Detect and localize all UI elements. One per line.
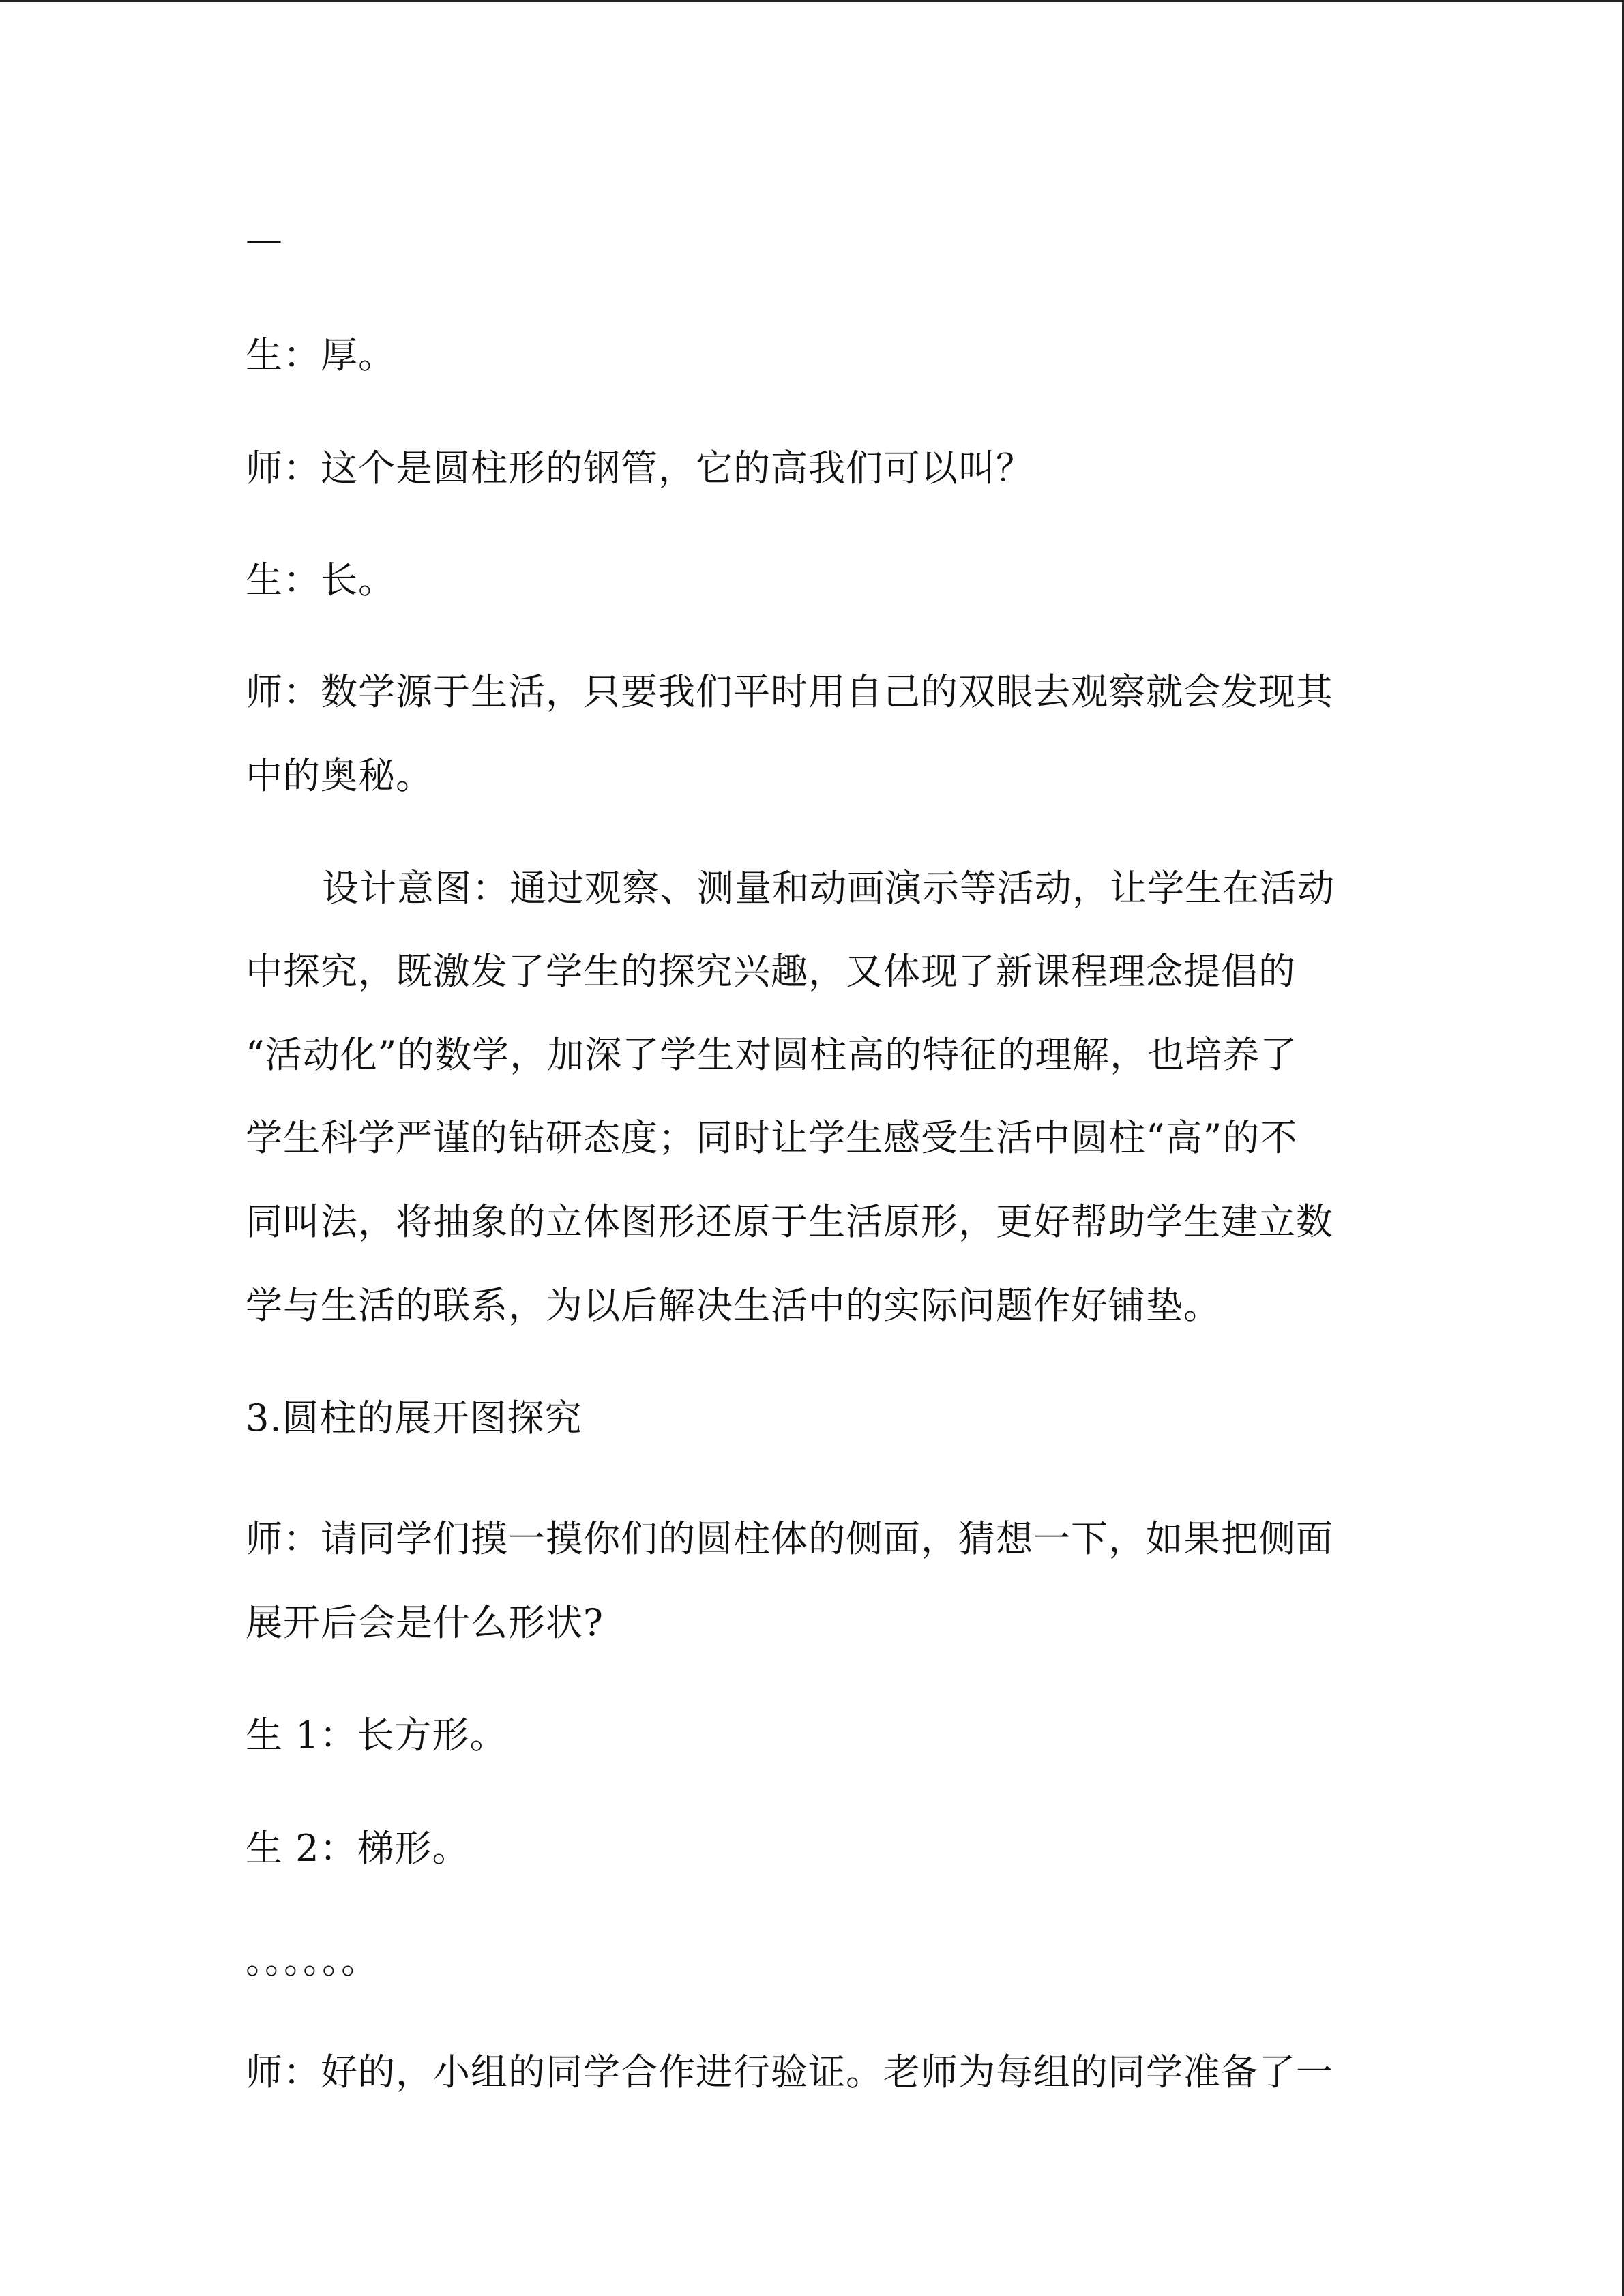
design-intent-paragraph: 学与生活的联系，为以后解决生活中的实际问题作好铺垫。 (246, 1284, 1221, 1327)
design-intent-paragraph: 同叫法，将抽象的立体图形还原于生活原形，更好帮助学生建立数 (246, 1200, 1333, 1243)
dash-line: — (246, 218, 283, 260)
dialogue-line: 生：厚。 (246, 333, 396, 376)
dialogue-line: 中的奥秘。 (246, 754, 433, 797)
design-intent-paragraph: 学生科学严谨的钻研态度；同时让学生感受生活中圆柱“高”的不 (246, 1116, 1298, 1159)
dialogue-line: 生 2：梯形。 (246, 1827, 470, 1870)
ellipsis-line: 。。。。。。 (246, 1939, 379, 1982)
design-intent-paragraph: “活动化”的数学，加深了学生对圆柱高的特征的理解，也培养了 (246, 1033, 1298, 1076)
section-heading: 3.圆柱的展开图探究 (246, 1397, 582, 1440)
design-intent-paragraph: 中探究，既激发了学生的探究兴趣，又体现了新课程理念提倡的 (246, 950, 1296, 993)
design-intent-paragraph: 设计意图：通过观察、测量和动画演示等活动，让学生在活动 (322, 867, 1335, 910)
dialogue-line: 展开后会是什么形状? (246, 1601, 604, 1644)
dialogue-line: 生：长。 (246, 558, 396, 601)
dialogue-line: 师：请同学们摸一摸你们的圆柱体的侧面，猜想一下，如果把侧面 (246, 1517, 1333, 1560)
dialogue-line: 师：好的，小组的同学合作进行验证。老师为每组的同学准备了一 (246, 2051, 1333, 2093)
dialogue-line: 师：数学源于生活，只要我们平时用自己的双眼去观察就会发现其 (246, 670, 1333, 713)
dialogue-line: 生 1：长方形。 (246, 1714, 507, 1757)
dialogue-line: 师：这个是圆柱形的钢管，它的高我们可以叫？ (246, 447, 1033, 490)
